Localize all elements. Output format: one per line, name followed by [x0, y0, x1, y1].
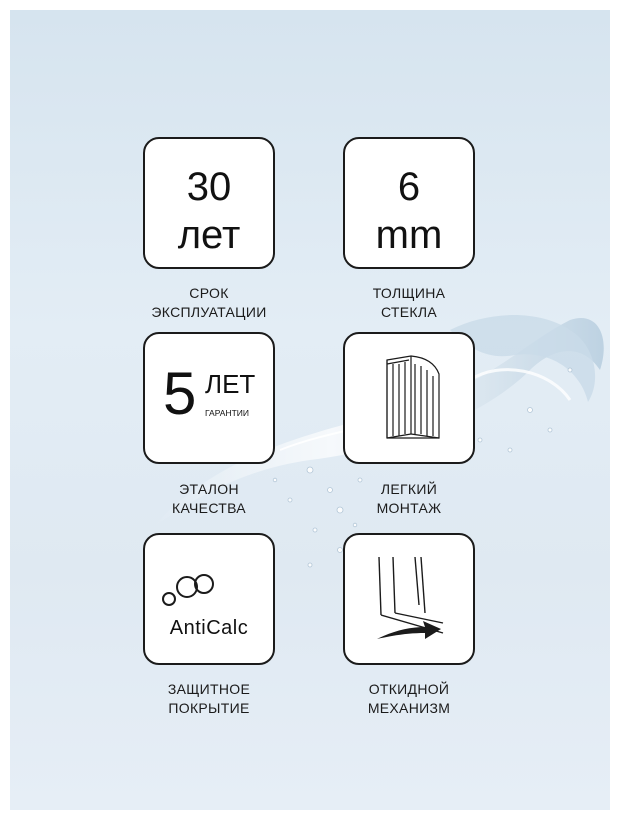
lifetime-tile [143, 137, 275, 269]
anticalc-tile [143, 533, 275, 665]
thickness-unit: mm [375, 213, 443, 257]
quality-caption: ЭТАЛОН КАЧЕСТВА [172, 481, 246, 516]
anticalc-label: AntiCalc [169, 617, 249, 639]
lifetime-caption: СРОК ЭКСПЛУАТАЦИИ [151, 285, 267, 320]
hinged-mechanism-tile [343, 533, 475, 665]
background-panel [10, 10, 610, 810]
warranty-number: 5 [163, 360, 197, 427]
hinged-mechanism-caption: ОТКИДНОЙ МЕХАНИЗМ [367, 681, 451, 716]
easy-install-caption: ЛЕГКИЙ МОНТАЖ [376, 481, 442, 516]
lifetime-value: 30 [186, 165, 232, 209]
water-splash-icon [10, 10, 610, 810]
easy-install-tile [343, 332, 475, 464]
shower-cabin-icon [345, 334, 472, 461]
warranty-sub: ГАРАНТИИ [205, 408, 250, 418]
glass-thickness-tile [343, 137, 475, 269]
glass-thickness-caption: ТОЛЩИНА СТЕКЛА [372, 285, 446, 320]
hinged-door-arrow-icon [345, 535, 472, 662]
bubbles-icon [145, 535, 272, 662]
warranty-tile [143, 332, 275, 464]
warranty-unit: ЛЕТ [205, 369, 256, 399]
thickness-value: 6 [397, 165, 421, 209]
protective-coating-caption: ЗАЩИТНОЕ ПОКРЫТИЕ [167, 681, 251, 716]
lifetime-unit: лет [177, 213, 241, 257]
